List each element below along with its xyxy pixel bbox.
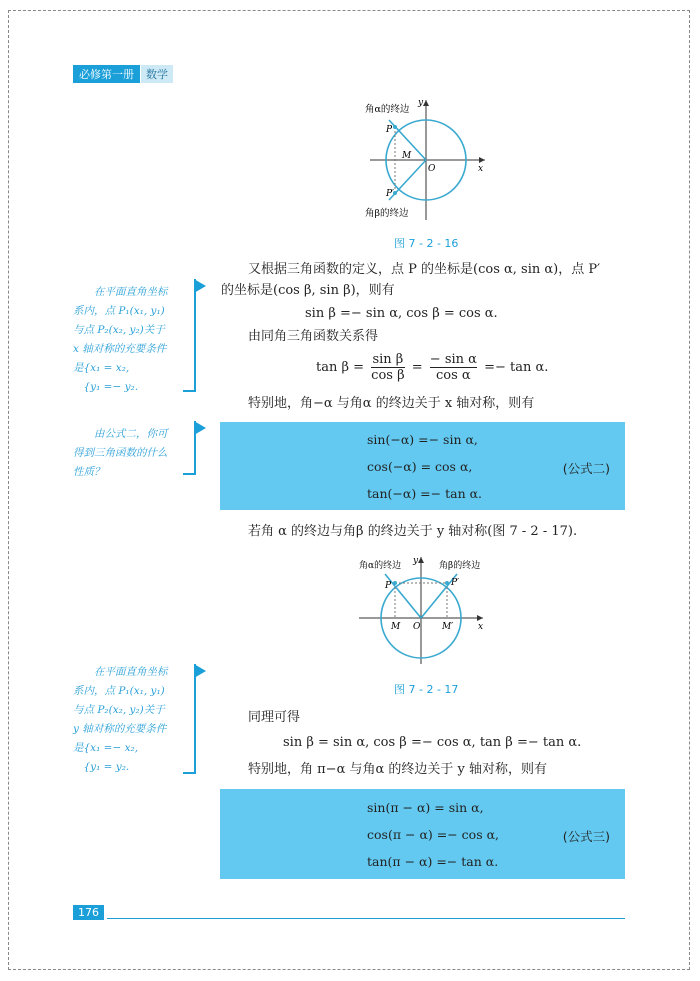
note-line: 在平面直角坐标 [73, 286, 168, 298]
den: cos α [436, 368, 471, 383]
fig16-alpha-label: 角α的终边 [365, 104, 410, 115]
fig17-caption: 图 7 - 2 - 17 [394, 683, 459, 696]
paragraph-special-x: 特别地，角−α 与角α 的终边关于 x 轴对称，则有 [248, 396, 535, 411]
paragraph-relation: 由同角三角函数关系得 [248, 329, 379, 344]
note-line: 是{x₁ =− x₂, [73, 742, 139, 754]
formula-line: tan(−α) =− tan α. [367, 486, 483, 501]
fig16-y: y [418, 98, 424, 108]
note-line: 系内，点 P₁(x₁, y₁) [73, 305, 165, 317]
note-line: 系内，点 P₁(x₁, y₁) [73, 685, 165, 697]
fig16-x: x [478, 164, 484, 174]
formula-label: (公式二) [562, 461, 610, 476]
note-line: 性质？ [73, 466, 105, 478]
fig16-M: M [402, 151, 412, 161]
figure-7-2-16 [360, 95, 490, 225]
note-line: 得到三角函数的什么 [73, 447, 168, 459]
paragraph-y-symmetry: 若角 α 的终边与角β 的终边关于 y 轴对称(图 7 - 2 - 17). [248, 524, 578, 539]
header-subject: 数学 [141, 65, 173, 83]
formula-line: cos(π − α) =− cos α, [367, 827, 499, 842]
num: − sin α [429, 352, 477, 367]
figure-7-2-17 [355, 552, 490, 667]
fig17-O: O [413, 622, 421, 632]
paragraph-special-y: 特别地，角 π−α 与角α 的终边关于 y 轴对称，则有 [248, 762, 548, 777]
fig17-alpha-label: 角α的终边 [359, 561, 402, 571]
note-line: x 轴对称的充要条件 [73, 343, 167, 355]
fig17-y: y [413, 556, 419, 566]
den: cos β [371, 368, 405, 383]
equation-2 [316, 352, 548, 383]
note-bar [194, 664, 196, 774]
fig16-beta-label: 角β的终边 [365, 208, 409, 219]
note-line: 由公式二，你可 [73, 428, 168, 440]
paragraph-coordinates-cont: 的坐标是(cos β, sin β)，则有 [221, 283, 395, 298]
paragraph-similarly: 同理可得 [248, 710, 301, 725]
fraction-2 [430, 352, 477, 383]
equation-3: sin β = sin α, cos β =− cos α, tan β =− tan α. [283, 735, 582, 750]
fig17-M: M [391, 622, 401, 632]
fig16-O: O [428, 164, 436, 174]
side-note-y-symmetry [73, 663, 193, 777]
side-note-x-symmetry [73, 283, 193, 397]
note-line: y 轴对称的充要条件 [73, 723, 167, 735]
header-book: 必修第一册 [73, 65, 140, 83]
equation-1: sin β =− sin α, cos β = cos α. [305, 306, 498, 321]
note-line: 在平面直角坐标 [73, 666, 168, 678]
fig17-P-prime: P′ [451, 578, 460, 588]
paragraph-coordinates: 又根据三角函数的定义，点 P 的坐标是(cos α, sin α)，点 P′ [248, 262, 601, 277]
note-line: {y₁ =− y₂. [73, 381, 139, 393]
note-line: 与点 P₂(x₂, y₂)关于 [73, 704, 165, 716]
eq2-left: tan β = [316, 360, 365, 375]
footer-rule [107, 918, 625, 919]
note-bar-end [183, 772, 195, 774]
note-line: 与点 P₂(x₂, y₂)关于 [73, 324, 165, 336]
side-note-formula-2 [73, 425, 193, 482]
note-bar [194, 279, 196, 392]
eq2-right: =− tan α. [484, 360, 549, 375]
page-number: 176 [73, 905, 104, 920]
formula-3-box [220, 789, 625, 879]
fig16-P: P [386, 125, 393, 135]
note-bar [194, 421, 196, 475]
note-bar-end [183, 390, 195, 392]
num: sin β [372, 352, 404, 367]
note-line: {y₁ = y₂. [73, 761, 130, 773]
fig17-P: P [385, 581, 392, 591]
note-line: 是{x₁ = x₂, [73, 362, 130, 374]
formula-label: (公式三) [562, 829, 610, 844]
formula-line: tan(π − α) =− tan α. [367, 854, 499, 869]
formula-line: sin(−α) =− sin α, [367, 432, 478, 447]
fraction-1 [371, 352, 404, 383]
fig16-P-prime: P′ [386, 189, 395, 199]
formula-line: sin(π − α) = sin α, [367, 800, 484, 815]
formula-line: cos(−α) = cos α, [367, 459, 473, 474]
fig17-M-prime: M′ [442, 622, 454, 632]
fig16-caption: 图 7 - 2 - 16 [394, 237, 459, 250]
formula-2-box [220, 422, 625, 510]
fig17-x: x [478, 622, 484, 632]
fig17-beta-label: 角β的终边 [439, 561, 481, 571]
eq-sign: = [411, 360, 423, 375]
note-bar-end [183, 473, 195, 475]
